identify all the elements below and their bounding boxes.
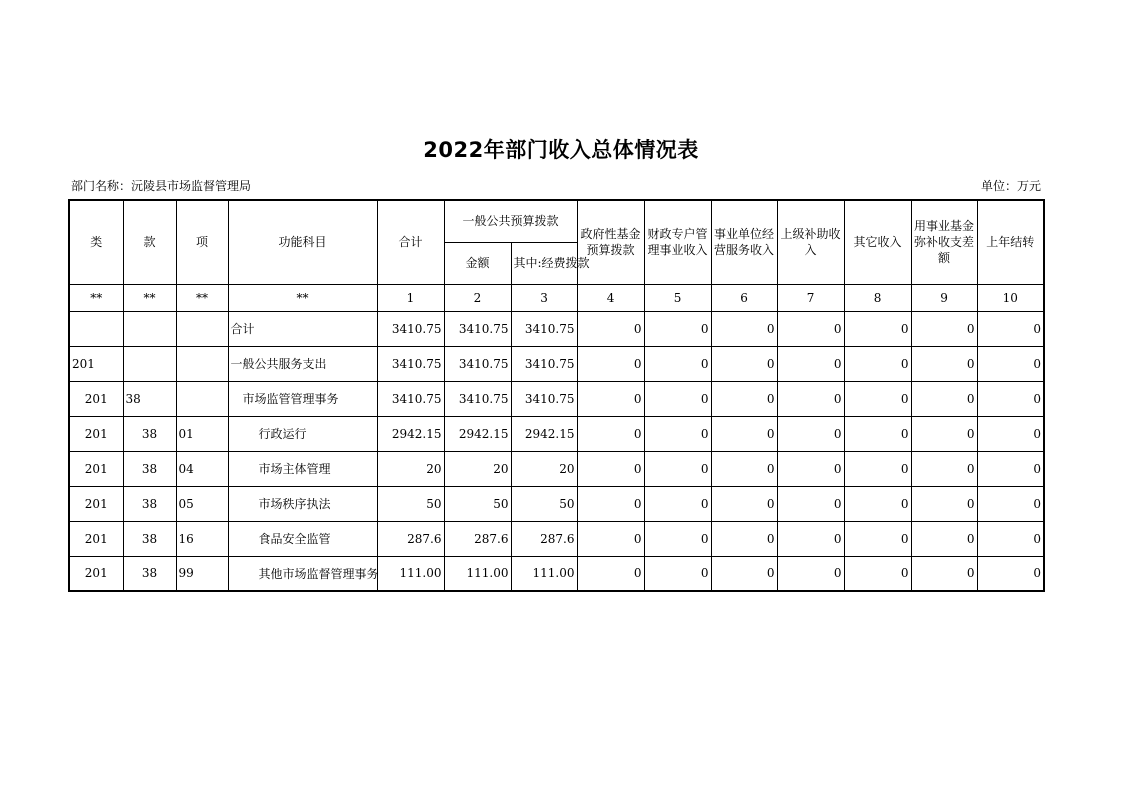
cell-total: 20 [377,451,444,486]
col-number: 3 [511,284,577,311]
cell-fund-makeup: 0 [911,346,977,381]
cell-last-year-balance: 0 [977,311,1044,346]
col-number: 8 [844,284,911,311]
cell-fund-makeup: 0 [911,381,977,416]
cell-other-income: 0 [844,311,911,346]
cell-superior-subsidy: 0 [777,486,844,521]
header-xiang: 项 [176,200,228,284]
income-table [68,199,1045,592]
col-number: 5 [644,284,711,311]
cell-total: 2942.15 [377,416,444,451]
cell-kuan: 38 [123,381,176,416]
cell-fund-makeup: 0 [911,416,977,451]
cell-last-year-balance: 0 [977,521,1044,556]
cell-amount: 3410.75 [444,381,511,416]
col-number: 1 [377,284,444,311]
header-superior-subsidy: 上级补助收入 [777,200,844,284]
cell-amount: 20 [444,451,511,486]
cell-other-income: 0 [844,486,911,521]
cell-kuan: 38 [123,416,176,451]
cell-xiang [176,346,228,381]
cell-last-year-balance: 0 [977,556,1044,591]
cell-superior-subsidy: 0 [777,521,844,556]
cell-superior-subsidy: 0 [777,451,844,486]
col-number: 4 [577,284,644,311]
cell-other-income: 0 [844,451,911,486]
cell-superior-subsidy: 0 [777,556,844,591]
cell-fiscal-special: 0 [644,556,711,591]
cell-business-income: 0 [711,381,777,416]
cell-fund-makeup: 0 [911,521,977,556]
header-subject: 功能科目 [228,200,377,284]
cell-funding: 2942.15 [511,416,577,451]
cell-xiang: 05 [176,486,228,521]
cell-last-year-balance: 0 [977,346,1044,381]
cell-kuan [123,346,176,381]
cell-subject: 市场秩序执法 [228,486,377,521]
cell-last-year-balance: 0 [977,486,1044,521]
header-business-income: 事业单位经营服务收入 [711,200,777,284]
cell-subject: 市场监管管理事务 [228,381,377,416]
col-number: ** [69,284,123,311]
cell-lei: 201 [69,486,123,521]
department-name: 部门名称：沅陵县市场监督管理局 [71,179,252,193]
cell-business-income: 0 [711,346,777,381]
table-row [69,311,1044,346]
table-row [69,416,1044,451]
header-general-budget: 一般公共预算拨款 [444,200,577,242]
table-row [69,451,1044,486]
cell-superior-subsidy: 0 [777,416,844,451]
table-row [69,346,1044,381]
cell-fiscal-special: 0 [644,521,711,556]
cell-kuan [123,311,176,346]
col-number: 6 [711,284,777,311]
cell-subject: 其他市场监督管理事务 [228,556,377,591]
cell-gov-fund: 0 [577,521,644,556]
cell-lei [69,311,123,346]
cell-other-income: 0 [844,556,911,591]
col-number: 2 [444,284,511,311]
cell-total: 3410.75 [377,346,444,381]
col-number: 7 [777,284,844,311]
cell-funding: 50 [511,486,577,521]
cell-subject: 行政运行 [228,416,377,451]
cell-xiang: 99 [176,556,228,591]
cell-total: 3410.75 [377,381,444,416]
cell-gov-fund: 0 [577,311,644,346]
cell-lei: 201 [69,346,123,381]
cell-last-year-balance: 0 [977,416,1044,451]
header-gov-fund: 政府性基金预算拨款 [577,200,644,284]
col-number: ** [176,284,228,311]
col-number: ** [123,284,176,311]
cell-kuan: 38 [123,451,176,486]
cell-total: 287.6 [377,521,444,556]
cell-lei: 201 [69,381,123,416]
cell-business-income: 0 [711,416,777,451]
header-amount: 金额 [444,242,511,284]
cell-gov-fund: 0 [577,381,644,416]
cell-gov-fund: 0 [577,451,644,486]
cell-xiang: 01 [176,416,228,451]
cell-last-year-balance: 0 [977,381,1044,416]
cell-amount: 3410.75 [444,346,511,381]
cell-superior-subsidy: 0 [777,381,844,416]
cell-fiscal-special: 0 [644,486,711,521]
cell-business-income: 0 [711,486,777,521]
cell-funding: 3410.75 [511,346,577,381]
cell-total: 3410.75 [377,311,444,346]
cell-amount: 287.6 [444,521,511,556]
cell-fund-makeup: 0 [911,486,977,521]
cell-funding: 3410.75 [511,311,577,346]
cell-kuan: 38 [123,556,176,591]
cell-kuan: 38 [123,521,176,556]
cell-business-income: 0 [711,521,777,556]
cell-other-income: 0 [844,416,911,451]
cell-fund-makeup: 0 [911,451,977,486]
cell-lei: 201 [69,556,123,591]
col-number: ** [228,284,377,311]
cell-funding: 111.00 [511,556,577,591]
cell-business-income: 0 [711,556,777,591]
cell-fiscal-special: 0 [644,381,711,416]
cell-xiang [176,381,228,416]
cell-other-income: 0 [844,521,911,556]
col-number: 9 [911,284,977,311]
cell-amount: 3410.75 [444,311,511,346]
cell-fund-makeup: 0 [911,311,977,346]
cell-other-income: 0 [844,381,911,416]
cell-gov-fund: 0 [577,486,644,521]
cell-lei: 201 [69,521,123,556]
cell-gov-fund: 0 [577,416,644,451]
header-lei: 类 [69,200,123,284]
cell-xiang [176,311,228,346]
cell-xiang: 04 [176,451,228,486]
cell-superior-subsidy: 0 [777,346,844,381]
cell-other-income: 0 [844,346,911,381]
table-row [69,556,1044,591]
unit-label: 单位：万元 [980,179,1041,193]
table-row [69,486,1044,521]
cell-funding: 20 [511,451,577,486]
cell-lei: 201 [69,416,123,451]
cell-gov-fund: 0 [577,346,644,381]
cell-last-year-balance: 0 [977,451,1044,486]
cell-gov-fund: 0 [577,556,644,591]
cell-funding: 3410.75 [511,381,577,416]
cell-fiscal-special: 0 [644,346,711,381]
cell-lei: 201 [69,451,123,486]
cell-amount: 2942.15 [444,416,511,451]
cell-subject: 食品安全监管 [228,521,377,556]
cell-fiscal-special: 0 [644,451,711,486]
cell-total: 111.00 [377,556,444,591]
page-title: 2022年部门收入总体情况表 [423,138,699,162]
cell-superior-subsidy: 0 [777,311,844,346]
cell-funding: 287.6 [511,521,577,556]
table-row [69,381,1044,416]
header-total: 合计 [377,200,444,284]
header-last-year-balance: 上年结转 [977,200,1044,284]
header-fund-makeup: 用事业基金弥补收支差额 [911,200,977,284]
cell-fiscal-special: 0 [644,416,711,451]
header-funding: 其中:经费拨款 [511,242,577,284]
cell-kuan: 38 [123,486,176,521]
cell-xiang: 16 [176,521,228,556]
cell-business-income: 0 [711,451,777,486]
col-number: 10 [977,284,1044,311]
header-other-income: 其它收入 [844,200,911,284]
cell-fiscal-special: 0 [644,311,711,346]
cell-business-income: 0 [711,311,777,346]
cell-subject: 合计 [228,311,377,346]
header-fiscal-special: 财政专户管理事业收入 [644,200,711,284]
cell-total: 50 [377,486,444,521]
cell-fund-makeup: 0 [911,556,977,591]
cell-subject: 一般公共服务支出 [228,346,377,381]
cell-amount: 50 [444,486,511,521]
cell-amount: 111.00 [444,556,511,591]
header-kuan: 款 [123,200,176,284]
table-row [69,521,1044,556]
cell-subject: 市场主体管理 [228,451,377,486]
